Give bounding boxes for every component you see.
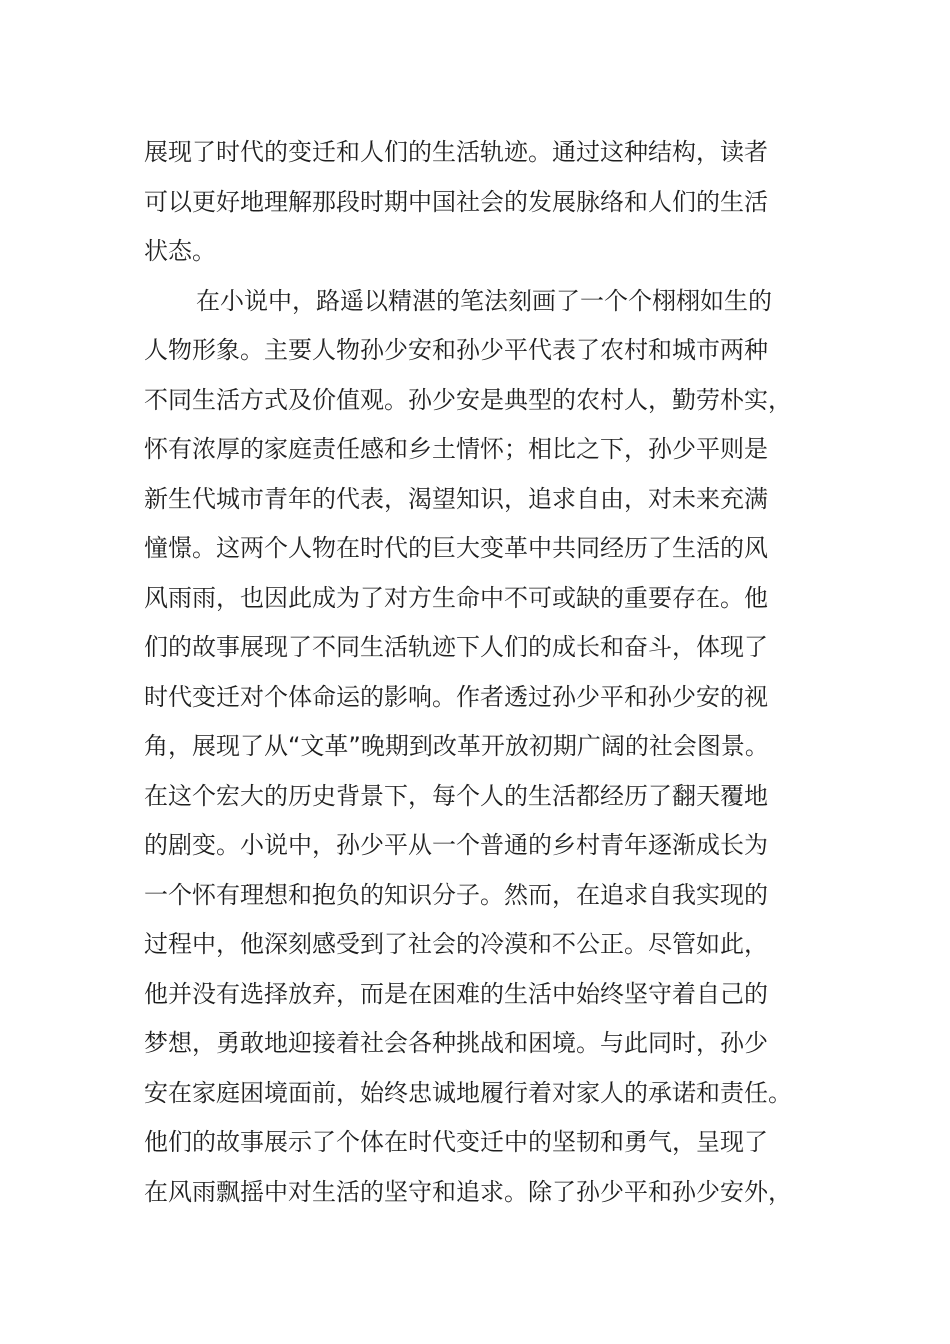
text-line: 一个怀有理想和抱负的知识分子。然而，在追求自我实现的 <box>144 880 768 909</box>
text-line: 在风雨飘摇中对生活的坚守和追求。除了孙少平和孙少安外， <box>144 1177 792 1206</box>
text-line: 的剧变。小说中，孙少平从一个普通的乡村青年逐渐成长为 <box>144 831 768 859</box>
text-line: 人物形象。主要人物孙少安和孙少平代表了农村和城市两种 <box>144 336 768 364</box>
text-line: 新生代城市青年的代表，渴望知识，追求自由，对未来充满 <box>144 484 768 513</box>
text-line: 展现了时代的变迁和人们的生活轨迹。通过这种结构，读者 <box>144 138 768 166</box>
text-line: 角，展现了从“文革”晚期到改革开放初期广阔的社会图景。 <box>144 732 769 760</box>
body-text <box>144 128 814 1217</box>
text-line: 梦想，勇敢地迎接着社会各种挑战和困境。与此同时，孙少 <box>144 1029 768 1057</box>
text-line: 不同生活方式及价值观。孙少安是典型的农村人，勤劳朴实， <box>144 385 792 414</box>
text-line: 风雨雨，也因此成为了对方生命中不可或缺的重要存在。他 <box>144 583 768 612</box>
text-line: 时代变迁对个体命运的影响。作者透过孙少平和孙少安的视 <box>144 682 768 711</box>
text-line: 状态。 <box>144 237 216 265</box>
text-line: 过程中，他深刻感受到了社会的冷漠和不公正。尽管如此， <box>144 930 768 958</box>
text-line: 可以更好地理解那段时期中国社会的发展脉络和人们的生活 <box>144 187 768 216</box>
text-line: 他并没有选择放弃，而是在困难的生活中始终坚守着自己的 <box>144 979 768 1008</box>
text-line: 憧憬。这两个人物在时代的巨大变革中共同经历了生活的风 <box>144 534 768 562</box>
paragraph-start-line: 在小说中，路遥以精湛的笔法刻画了一个个栩栩如生的 <box>196 286 772 315</box>
text-line: 他们的故事展示了个体在时代变迁中的坚韧和勇气，呈现了 <box>144 1128 768 1156</box>
text-line: 安在家庭困境面前，始终忠诚地履行着对家人的承诺和责任。 <box>144 1078 792 1107</box>
text-line: 在这个宏大的历史背景下，每个人的生活都经历了翻天覆地 <box>144 781 768 810</box>
text-line: 怀有浓厚的家庭责任感和乡土情怀；相比之下，孙少平则是 <box>144 435 768 463</box>
text-line: 们的故事展现了不同生活轨迹下人们的成长和奋斗，体现了 <box>144 633 768 661</box>
